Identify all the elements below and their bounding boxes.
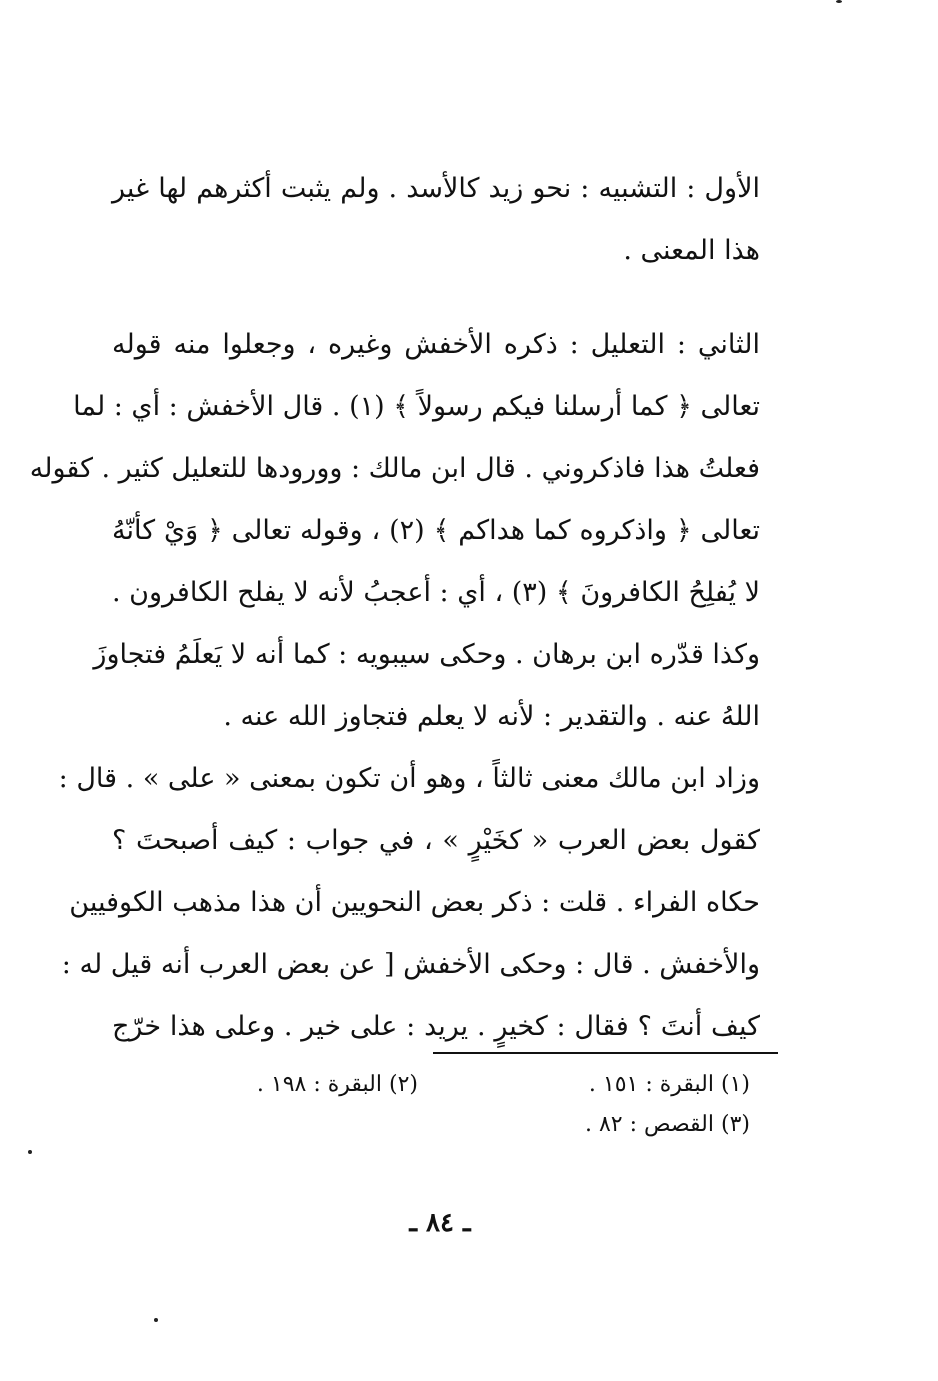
footnote-2: (٢) البقرة : ١٩٨ . [256,1072,418,1097]
paragraph-third-meaning [58,748,760,1058]
paragraph-tashbih [112,158,760,282]
text-line: والأخفش . قال : وحكى الأخفش [ عن بعض العرب أنه قيل له : [61,949,760,980]
footnote-3: (٣) القصص : ٨٢ . [584,1112,750,1137]
text-line: تعالى ﴿ كما أرسلنا فيكم رسولاً ﴾ (١) . قال الأخفش : أي : لما [73,391,760,422]
text-line: وزاد ابن مالك معنى ثالثاً ، وهو أن تكون بمعنى « على » . قال : [58,763,760,794]
text-line: اللهُ عنه . والتقدير : لأنه لا يعلم فتجاوز الله عنه . [223,701,760,732]
text-line: كقول بعض العرب « كخَيْرٍ » ، في جواب : كيف أصبحتَ ؟ [112,825,760,856]
text-line: هذا المعنى . [623,235,760,266]
text-line: كيف أنتَ ؟ فقال : كخيرٍ . يريد : على خير . وعلى هذا خرّج [112,1011,760,1042]
text-line: وكذا قدّره ابن برهان . وحكى سيبويه : كما أنه لا يَعلَمُ فتجاوزَ [93,639,760,670]
text-line: الأول : التشبيه : نحو زيد كالأسد . ولم يثبت أكثرهم لها غير [112,173,760,204]
text-line: تعالى ﴿ واذكروه كما هداكم ﴾ (٢) ، وقوله تعالى ﴿ وَيْ كأنّهُ [112,515,761,546]
text-line: الثاني : التعليل : ذكره الأخفش وغيره ، وجعلوا منه قوله [112,329,760,360]
footnote-1: (١) البقرة : ١٥١ . [588,1072,750,1097]
paragraph-taalil [29,314,761,748]
page-number: ـ ٨٤ ـ [409,1208,471,1238]
text-line: حكاه الفراء . قلت : ذكر بعض النحويين أن هذا مذهب الكوفيين [69,887,760,918]
scan-speck [28,1150,32,1154]
footnote-divider [433,1052,778,1054]
text-line: فعلتُ هذا فاذكروني . قال ابن مالك : وورودها للتعليل كثير . كقوله [29,453,760,484]
text-line: لا يُفلِحُ الكافرونَ ﴾ (٣) ، أي : أعجبُ لأنه لا يفلح الكافرون . [112,577,760,608]
scan-speck [836,0,842,3]
scan-speck [154,1318,158,1322]
